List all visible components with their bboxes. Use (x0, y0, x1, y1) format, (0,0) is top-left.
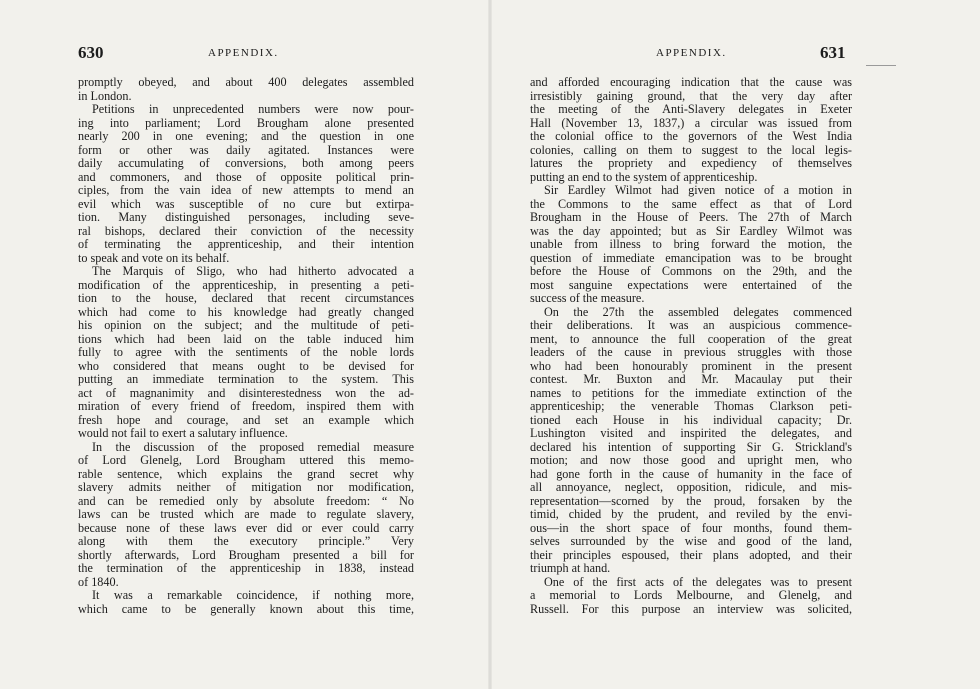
text-line: shortly afterwards, Lord Brougham presented a bill for (78, 548, 414, 562)
text-line: who considered that means ought to be devised for (78, 359, 414, 373)
text-line: names to petitions for the immediate extinction of the (530, 386, 852, 400)
text-line: the meeting of the Anti-Slavery delegates in Exeter (530, 103, 852, 116)
text-line: the colonial office to the governors of the West India (530, 130, 852, 143)
text-line: before the House of Commons on the 29th, and the (530, 265, 852, 278)
text-line: his opinion on the subject; and the multitude of peti- (78, 319, 414, 332)
text-line: irresistibly gaining ground, that the very day after (530, 89, 852, 103)
text-line: The Marquis of Sligo, who had hitherto advocated a (92, 265, 414, 278)
text-line: On the 27th the assembled delegates commenced (544, 305, 852, 319)
text-line: of 1840. (78, 575, 119, 589)
text-line: fresh hope and courage, and set an example which (78, 413, 414, 427)
text-line: putting an end to the system of apprenticeship. (530, 170, 758, 184)
text-line: ous—in the short space of four months, found them- (530, 521, 852, 535)
text-line: form or other was daily agitated. Instances were (78, 143, 414, 157)
text-line: apprenticeship; the venerable Thomas Clarkson peti- (530, 400, 852, 413)
text-line: declared his intention of supporting Sir G. Strickland's (530, 440, 852, 454)
running-head: APPENDIX. (656, 47, 727, 59)
text-line: and can be remedied only by absolute freedom: “ No (78, 494, 414, 508)
text-line: to speak and vote on its behalf. (78, 251, 230, 265)
text-line: laws can be trusted which are made to regulate slavery, (78, 508, 414, 521)
page-body (78, 76, 414, 616)
text-line: motion; and now those good and upright men, who (530, 454, 852, 467)
text-line: success of the measure. (530, 292, 645, 305)
text-line: tioned each House in his individual capacity; Dr. (530, 413, 852, 427)
text-line: triumph at hand. (530, 562, 611, 575)
text-line: promptly obeyed, and about 400 delegates assembled (78, 76, 414, 89)
text-line: of Lord Glenelg, Lord Brougham uttered this memo- (78, 454, 414, 467)
text-line: leaders of the cause in previous struggles with those (530, 346, 852, 359)
text-line: tion. Many distinguished personages, including seve- (78, 211, 414, 224)
text-line: selves surrounded by the wise and good of the land, (530, 535, 852, 548)
text-line: representation—scorned by the proud, forsaken by the (530, 494, 852, 508)
text-line: who had been honourably prominent in the present (530, 359, 852, 373)
text-line: would not fail to exert a salutary influence. (78, 427, 288, 440)
text-line: and afforded encouraging indication that the cause was (530, 76, 852, 89)
text-line: nearly 200 in one evening; and the question in one (78, 130, 414, 143)
text-line: tions which had been laid on the table induced him (78, 332, 414, 346)
running-head: APPENDIX. (208, 47, 279, 59)
text-line: along with them the executory principle.” Very (78, 535, 414, 548)
text-line: the termination of the apprenticeship in 1838, instead (78, 562, 414, 575)
text-line: contest. Mr. Buxton and Mr. Macaulay put their (530, 373, 852, 386)
text-line: putting an immediate termination to the system. This (78, 373, 414, 386)
text-line: tion to the house, declared that recent circumstances (78, 292, 414, 305)
text-line: In the discussion of the proposed remedial measure (92, 440, 414, 454)
text-line: a memorial to Lords Melbourne, and Glenelg, and (530, 589, 852, 602)
text-line: because none of these laws ever did or ever could carry (78, 521, 414, 535)
text-line: modification of the apprenticeship, in presenting a peti- (78, 278, 414, 292)
text-line: Lushington visited and inspirited the delegates, and (530, 427, 852, 440)
header-rule (866, 65, 896, 66)
text-line: and commoners, and those of opposite political prin- (78, 170, 414, 184)
text-line: their principles espoused, their plans adopted, and their (530, 548, 852, 562)
text-line: timid, chided by the prudent, and reviled by the envi- (530, 508, 852, 521)
text-line: of terminating the apprenticeship, and their intention (78, 238, 414, 251)
text-line: their deliberations. It was an auspicious commence- (530, 319, 852, 332)
text-line: fully to agree with the sentiments of the noble lords (78, 346, 414, 359)
page-number: 631 (820, 43, 846, 62)
text-line: Sir Eardley Wilmot had given notice of a motion in (544, 184, 852, 197)
text-line: rable sentence, which explains the grand secret why (78, 467, 414, 481)
text-line: colonies, calling on them to suggest to the local legis- (530, 143, 852, 157)
right-page (490, 0, 980, 689)
page-number: 630 (78, 43, 104, 62)
text-line: in London. (78, 89, 132, 103)
text-line: slavery admits neither of mitigation nor modification, (78, 481, 414, 494)
text-line: Petitions in unprecedented numbers were now pour- (92, 103, 414, 116)
text-line: act of magnanimity and disinterestedness won the ad- (78, 386, 414, 400)
page-body (530, 76, 852, 616)
text-line: question of immediate emancipation was to be brought (530, 251, 852, 265)
text-line: ral bishops, declared their conviction of the necessity (78, 224, 414, 238)
text-line: latures the propriety and expediency of themselves (530, 157, 852, 170)
text-line: had gone forth in the cause of humanity in the face of (530, 467, 852, 481)
text-line: One of the first acts of the delegates was to present (544, 575, 852, 589)
text-line: which came to be generally known about this time, (78, 602, 414, 616)
text-line: ciples, from the vain idea of new attempts to mend an (78, 184, 414, 197)
text-line: evil which was susceptible of no cure but extirpa- (78, 197, 414, 211)
text-line: all annoyance, neglect, opposition, ridicule, and mis- (530, 481, 852, 494)
text-line: which had come to his knowledge had greatly changed (78, 305, 414, 319)
text-line: Russell. For this purpose an interview was solicited, (530, 602, 852, 616)
text-line: ment, to announce the full cooperation of the great (530, 332, 852, 346)
text-line: most sanguine expectations were entertained of the (530, 278, 852, 292)
text-line: the Commons to the same effect as that of Lord (530, 197, 852, 211)
text-line: ing into parliament; Lord Brougham alone presented (78, 116, 414, 130)
text-line: It was a remarkable coincidence, if nothing more, (92, 589, 414, 602)
text-line: was the day appointed; but as Sir Eardley Wilmot was (530, 224, 852, 238)
text-line: daily accumulating of conversions, both among peers (78, 157, 414, 170)
text-line: miration of every friend of freedom, inspired them with (78, 400, 414, 413)
text-line: Brougham in the House of Peers. The 27th of March (530, 211, 852, 224)
text-line: unable from illness to bring forward the motion, the (530, 238, 852, 251)
text-line: Hall (November 13, 1837,) a circular was issued from (530, 116, 852, 130)
